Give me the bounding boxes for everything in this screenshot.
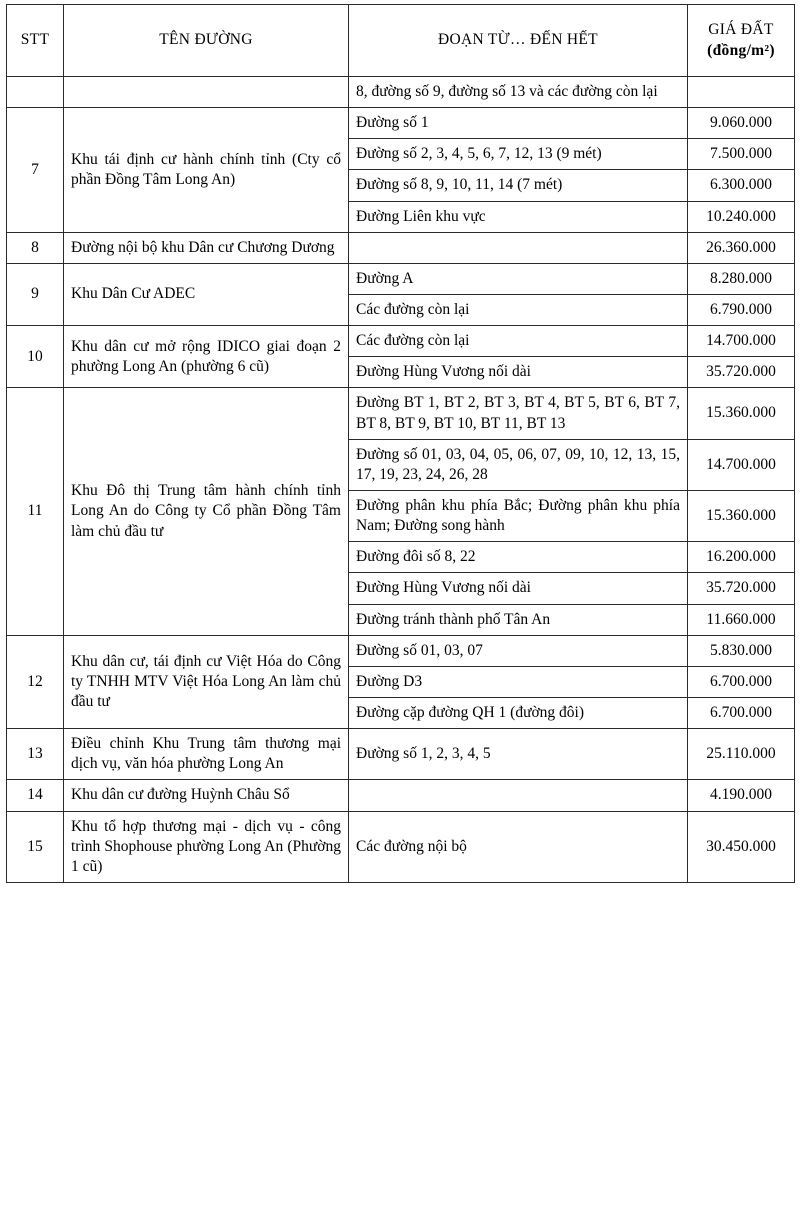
cell-segment: Đường Hùng Vương nối dài [349,357,688,388]
cell-segment: Đường phân khu phía Bắc; Đường phân khu phía Nam; Đường song hành [349,490,688,541]
table-body [7,77,795,883]
cell-segment: Đường A [349,263,688,294]
cell-segment: Đường số 1, 2, 3, 4, 5 [349,729,688,780]
cell-segment: Đường số 01, 03, 04, 05, 06, 07, 09, 10, 12, 13, 15, 17, 19, 23, 24, 26, 28 [349,439,688,490]
table-row [7,388,795,439]
cell-price: 35.720.000 [688,573,795,604]
table-row [7,77,795,108]
cell-price [688,77,795,108]
column-header-price-main: GIÁ ĐẤT [708,21,774,39]
cell-segment: Đường Hùng Vương nối dài [349,573,688,604]
cell-segment: Đường BT 1, BT 2, BT 3, BT 4, BT 5, BT 6, BT 7, BT 8, BT 9, BT 10, BT 11, BT 13 [349,388,688,439]
cell-segment: Đường cặp đường QH 1 (đường đôi) [349,697,688,728]
column-header-price [688,5,795,77]
cell-segment: Đường tránh thành phố Tân An [349,604,688,635]
cell-price: 11.660.000 [688,604,795,635]
cell-price: 15.360.000 [688,490,795,541]
cell-price: 6.790.000 [688,294,795,325]
cell-segment: Đường D3 [349,666,688,697]
cell-street-name: Khu dân cư mở rộng IDICO giai đoạn 2 phường Long An (phường 6 cũ) [64,326,349,388]
cell-stt: 15 [7,811,64,882]
table-row [7,326,795,357]
cell-street-name: Khu dân cư, tái định cư Việt Hóa do Công ty TNHH MTV Việt Hóa Long An làm chủ đầu tư [64,635,349,728]
cell-stt: 10 [7,326,64,388]
cell-street-name: Điều chỉnh Khu Trung tâm thương mại dịch vụ, văn hóa phường Long An [64,729,349,780]
table-row [7,263,795,294]
cell-price: 16.200.000 [688,542,795,573]
cell-street-name: Khu Đô thị Trung tâm hành chính tỉnh Long An do Công ty Cổ phần Đồng Tâm làm chủ đầu tư [64,388,349,635]
cell-stt: 13 [7,729,64,780]
table-header [7,5,795,77]
cell-price: 6.700.000 [688,666,795,697]
cell-price: 8.280.000 [688,263,795,294]
cell-price: 25.110.000 [688,729,795,780]
cell-segment: Các đường nội bộ [349,811,688,882]
cell-street-name: Khu Dân Cư ADEC [64,263,349,325]
cell-stt: 9 [7,263,64,325]
cell-street-name: Khu dân cư đường Huỳnh Châu Sổ [64,780,349,811]
cell-street-name [64,77,349,108]
cell-segment [349,232,688,263]
cell-segment: Đường Liên khu vực [349,201,688,232]
cell-segment: Đường số 2, 3, 4, 5, 6, 7, 12, 13 (9 mét) [349,139,688,170]
column-header-price-unit: (đồng/m²) [707,41,775,59]
cell-price: 6.700.000 [688,697,795,728]
cell-stt: 11 [7,388,64,635]
cell-segment [349,780,688,811]
cell-segment: Đường đôi số 8, 22 [349,542,688,573]
table-row [7,635,795,666]
column-header-segment: ĐOẠN TỪ… ĐẾN HẾT [349,5,688,77]
cell-street-name: Khu tổ hợp thương mại - dịch vụ - công trình Shophouse phường Long An (Phường 1 cũ) [64,811,349,882]
cell-price: 30.450.000 [688,811,795,882]
cell-segment: 8, đường số 9, đường số 13 và các đường còn lại [349,77,688,108]
table-row [7,232,795,263]
cell-price: 10.240.000 [688,201,795,232]
cell-stt [7,77,64,108]
cell-price: 7.500.000 [688,139,795,170]
table-row [7,811,795,882]
cell-segment: Đường số 8, 9, 10, 11, 14 (7 mét) [349,170,688,201]
cell-segment: Đường số 1 [349,108,688,139]
cell-segment: Các đường còn lại [349,326,688,357]
column-header-street-name: TÊN ĐƯỜNG [64,5,349,77]
cell-stt: 7 [7,108,64,233]
cell-price: 14.700.000 [688,326,795,357]
cell-price: 5.830.000 [688,635,795,666]
cell-price: 26.360.000 [688,232,795,263]
cell-street-name: Khu tái định cư hành chính tỉnh (Cty cổ phần Đồng Tâm Long An) [64,108,349,233]
table-row [7,780,795,811]
table-header-row [7,5,795,77]
cell-stt: 12 [7,635,64,728]
table-row [7,108,795,139]
cell-price: 35.720.000 [688,357,795,388]
cell-segment: Đường số 01, 03, 07 [349,635,688,666]
land-price-table [6,4,795,883]
cell-price: 9.060.000 [688,108,795,139]
cell-street-name: Đường nội bộ khu Dân cư Chương Dương [64,232,349,263]
cell-price: 4.190.000 [688,780,795,811]
cell-segment: Các đường còn lại [349,294,688,325]
cell-stt: 8 [7,232,64,263]
cell-price: 15.360.000 [688,388,795,439]
cell-stt: 14 [7,780,64,811]
column-header-stt: STT [7,5,64,77]
table-row [7,729,795,780]
cell-price: 14.700.000 [688,439,795,490]
cell-price: 6.300.000 [688,170,795,201]
